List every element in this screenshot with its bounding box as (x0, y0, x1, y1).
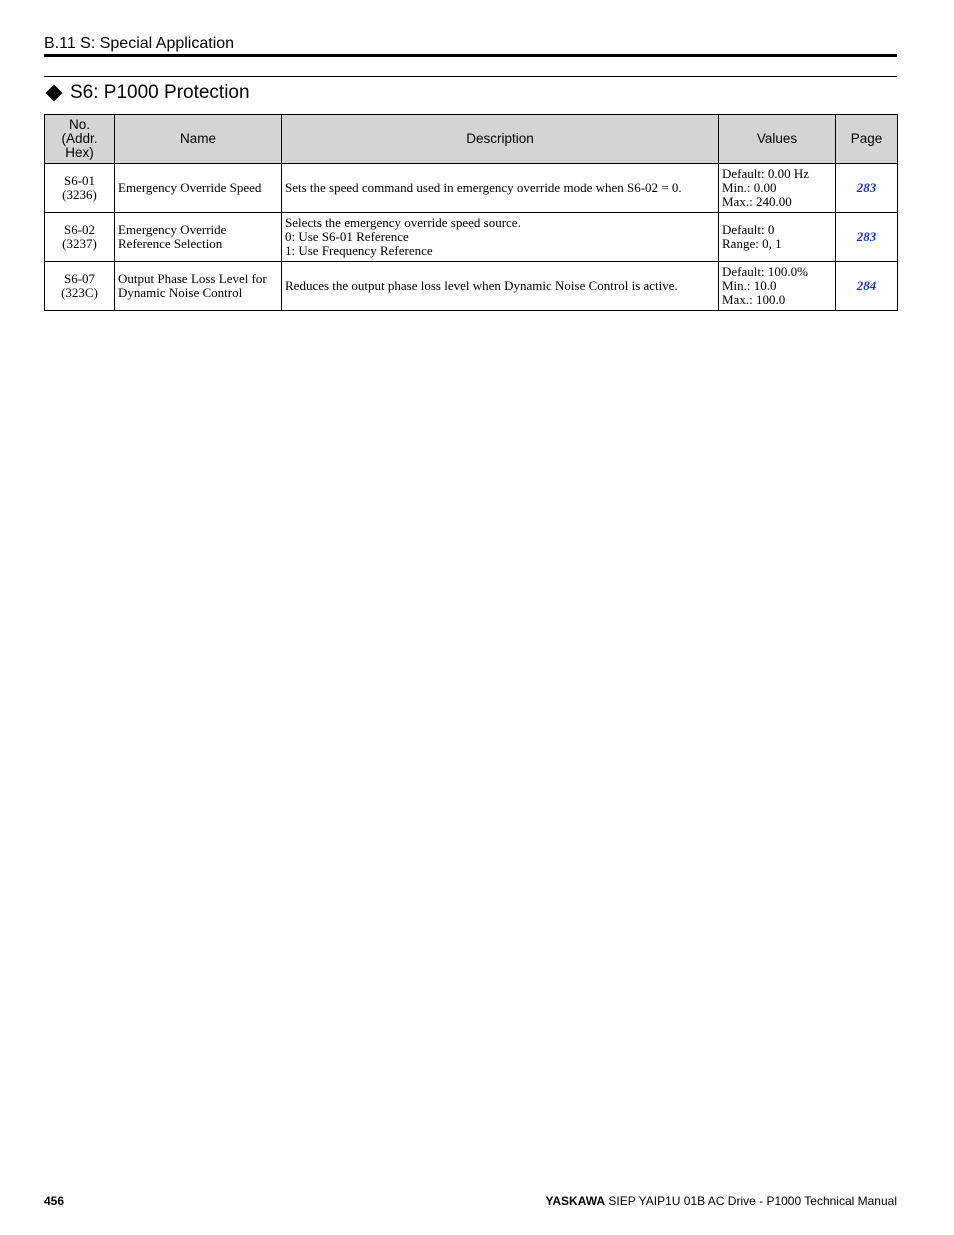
footer-page-number: 456 (44, 1194, 65, 1208)
header-rule-thick (44, 54, 897, 57)
param-name-cell: Emergency Override Speed (115, 164, 282, 213)
page-link[interactable]: 283 (856, 229, 877, 244)
param-values-cell: Default: 100.0% Min.: 10.0 Max.: 100.0 (719, 262, 836, 311)
column-header-description: Description (282, 115, 719, 164)
footer-brand: YASKAWA (545, 1194, 606, 1208)
param-values-cell: Default: 0.00 Hz Min.: 0.00 Max.: 240.00 (719, 164, 836, 213)
param-description-cell: Sets the speed command used in emergency override mode when S6-02 = 0. (282, 164, 719, 213)
section-header: B.11 S: Special Application (44, 35, 235, 52)
column-header-values: Values (719, 115, 836, 164)
param-page-cell (836, 262, 898, 311)
page-link[interactable]: 284 (856, 278, 877, 293)
subsection-heading (44, 82, 250, 104)
param-description-cell: Reduces the output phase loss level when Dynamic Noise Control is active. (282, 262, 719, 311)
footer-manual-title (545, 1194, 897, 1208)
param-name-cell: Output Phase Loss Level for Dynamic Noise Control (115, 262, 282, 311)
param-number-cell: S6-07 (323C) (45, 262, 115, 311)
table-row (45, 213, 898, 262)
footer-title-text: SIEP YAIP1U 01B AC Drive - P1000 Technical Manual (608, 1194, 897, 1208)
param-page-cell (836, 213, 898, 262)
param-number-cell: S6-01 (3236) (45, 164, 115, 213)
table-row (45, 262, 898, 311)
column-header-page: Page (836, 115, 898, 164)
param-name-cell: Emergency Override Reference Selection (115, 213, 282, 262)
table-header-row (45, 115, 898, 164)
column-header-name: Name (115, 115, 282, 164)
param-page-cell (836, 164, 898, 213)
header-rule-thin (44, 76, 897, 77)
param-values-cell: Default: 0 Range: 0, 1 (719, 213, 836, 262)
diamond-icon (46, 85, 63, 102)
subsection-title: S6: P1000 Protection (70, 82, 250, 103)
parameter-table (44, 114, 898, 311)
param-number-cell: S6-02 (3237) (45, 213, 115, 262)
table-row (45, 164, 898, 213)
param-description-cell: Selects the emergency override speed source. 0: Use S6-01 Reference 1: Use Frequency Reference (282, 213, 719, 262)
page-link[interactable]: 283 (856, 180, 877, 195)
column-header-no: No. (Addr. Hex) (45, 115, 115, 164)
